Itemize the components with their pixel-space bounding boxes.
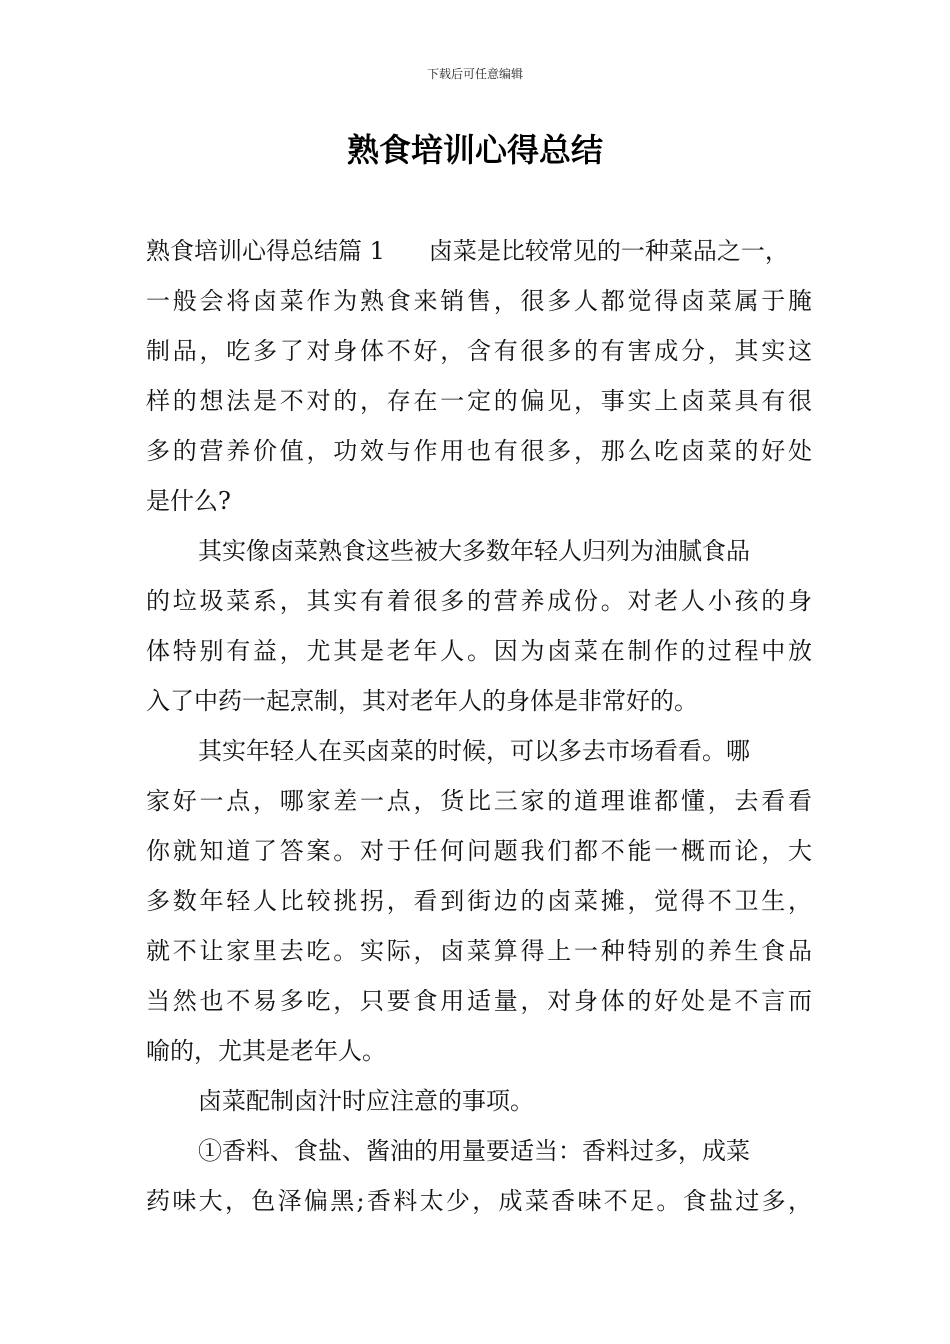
body-line: 的垃圾菜系，其实有着很多的营养成份。对老人小孩的身: [146, 587, 812, 615]
body-line: 其实年轻人在买卤菜的时候，可以多去市场看看。哪: [198, 737, 750, 765]
body-line: 当然也不易多吃，只要食用适量，对身体的好处是不言而: [146, 987, 812, 1015]
body-line: 一般会将卤菜作为熟食来销售，很多人都觉得卤菜属于腌: [146, 287, 812, 315]
body-line: 喻的，尤其是老年人。: [146, 1037, 386, 1065]
body-line: 药味大，色泽偏黑;香料太少，成菜香味不足。食盐过多，: [146, 1187, 812, 1215]
body-line: 家好一点，哪家差一点，货比三家的道理谁都懂，去看看: [146, 787, 812, 815]
document-title: 熟食培训心得总结: [346, 131, 603, 169]
body-line: 入了中药一起烹制，其对老年人的身体是非常好的。: [146, 687, 698, 715]
body-line: 样的想法是不对的，存在一定的偏见，事实上卤菜具有很: [146, 387, 812, 415]
line-text: 卤菜是比较常见的一种菜品之一，: [428, 237, 789, 265]
body-line: ①香料、食盐、酱油的用量要适当：香料过多，成菜: [198, 1137, 750, 1165]
body-line: 就不让家里去吃。实际，卤菜算得上一种特别的养生食品: [146, 937, 812, 965]
section-heading: 熟食培训心得总结篇 1: [146, 237, 385, 265]
body-line: 多数年轻人比较挑拐，看到街边的卤菜摊，觉得不卫生，: [146, 887, 812, 915]
body-line: 其实像卤菜熟食这些被大多数年轻人归列为油腻食品: [198, 537, 750, 565]
document-body: [146, 226, 812, 1226]
header-note: 下载后可任意编辑: [426, 67, 523, 81]
body-line: 你就知道了答案。对于任何问题我们都不能一概而论，大: [146, 837, 812, 865]
body-line: 是什么?: [146, 487, 231, 515]
body-line: [146, 226, 812, 276]
body-line: 制品，吃多了对身体不好，含有很多的有害成分，其实这: [146, 337, 812, 365]
body-line: 多的营养价值，功效与作用也有很多，那么吃卤菜的好处: [146, 437, 812, 465]
body-line: 体特别有益，尤其是老年人。因为卤菜在制作的过程中放: [146, 637, 812, 665]
body-line: 卤菜配制卤汁时应注意的事项。: [198, 1087, 534, 1115]
